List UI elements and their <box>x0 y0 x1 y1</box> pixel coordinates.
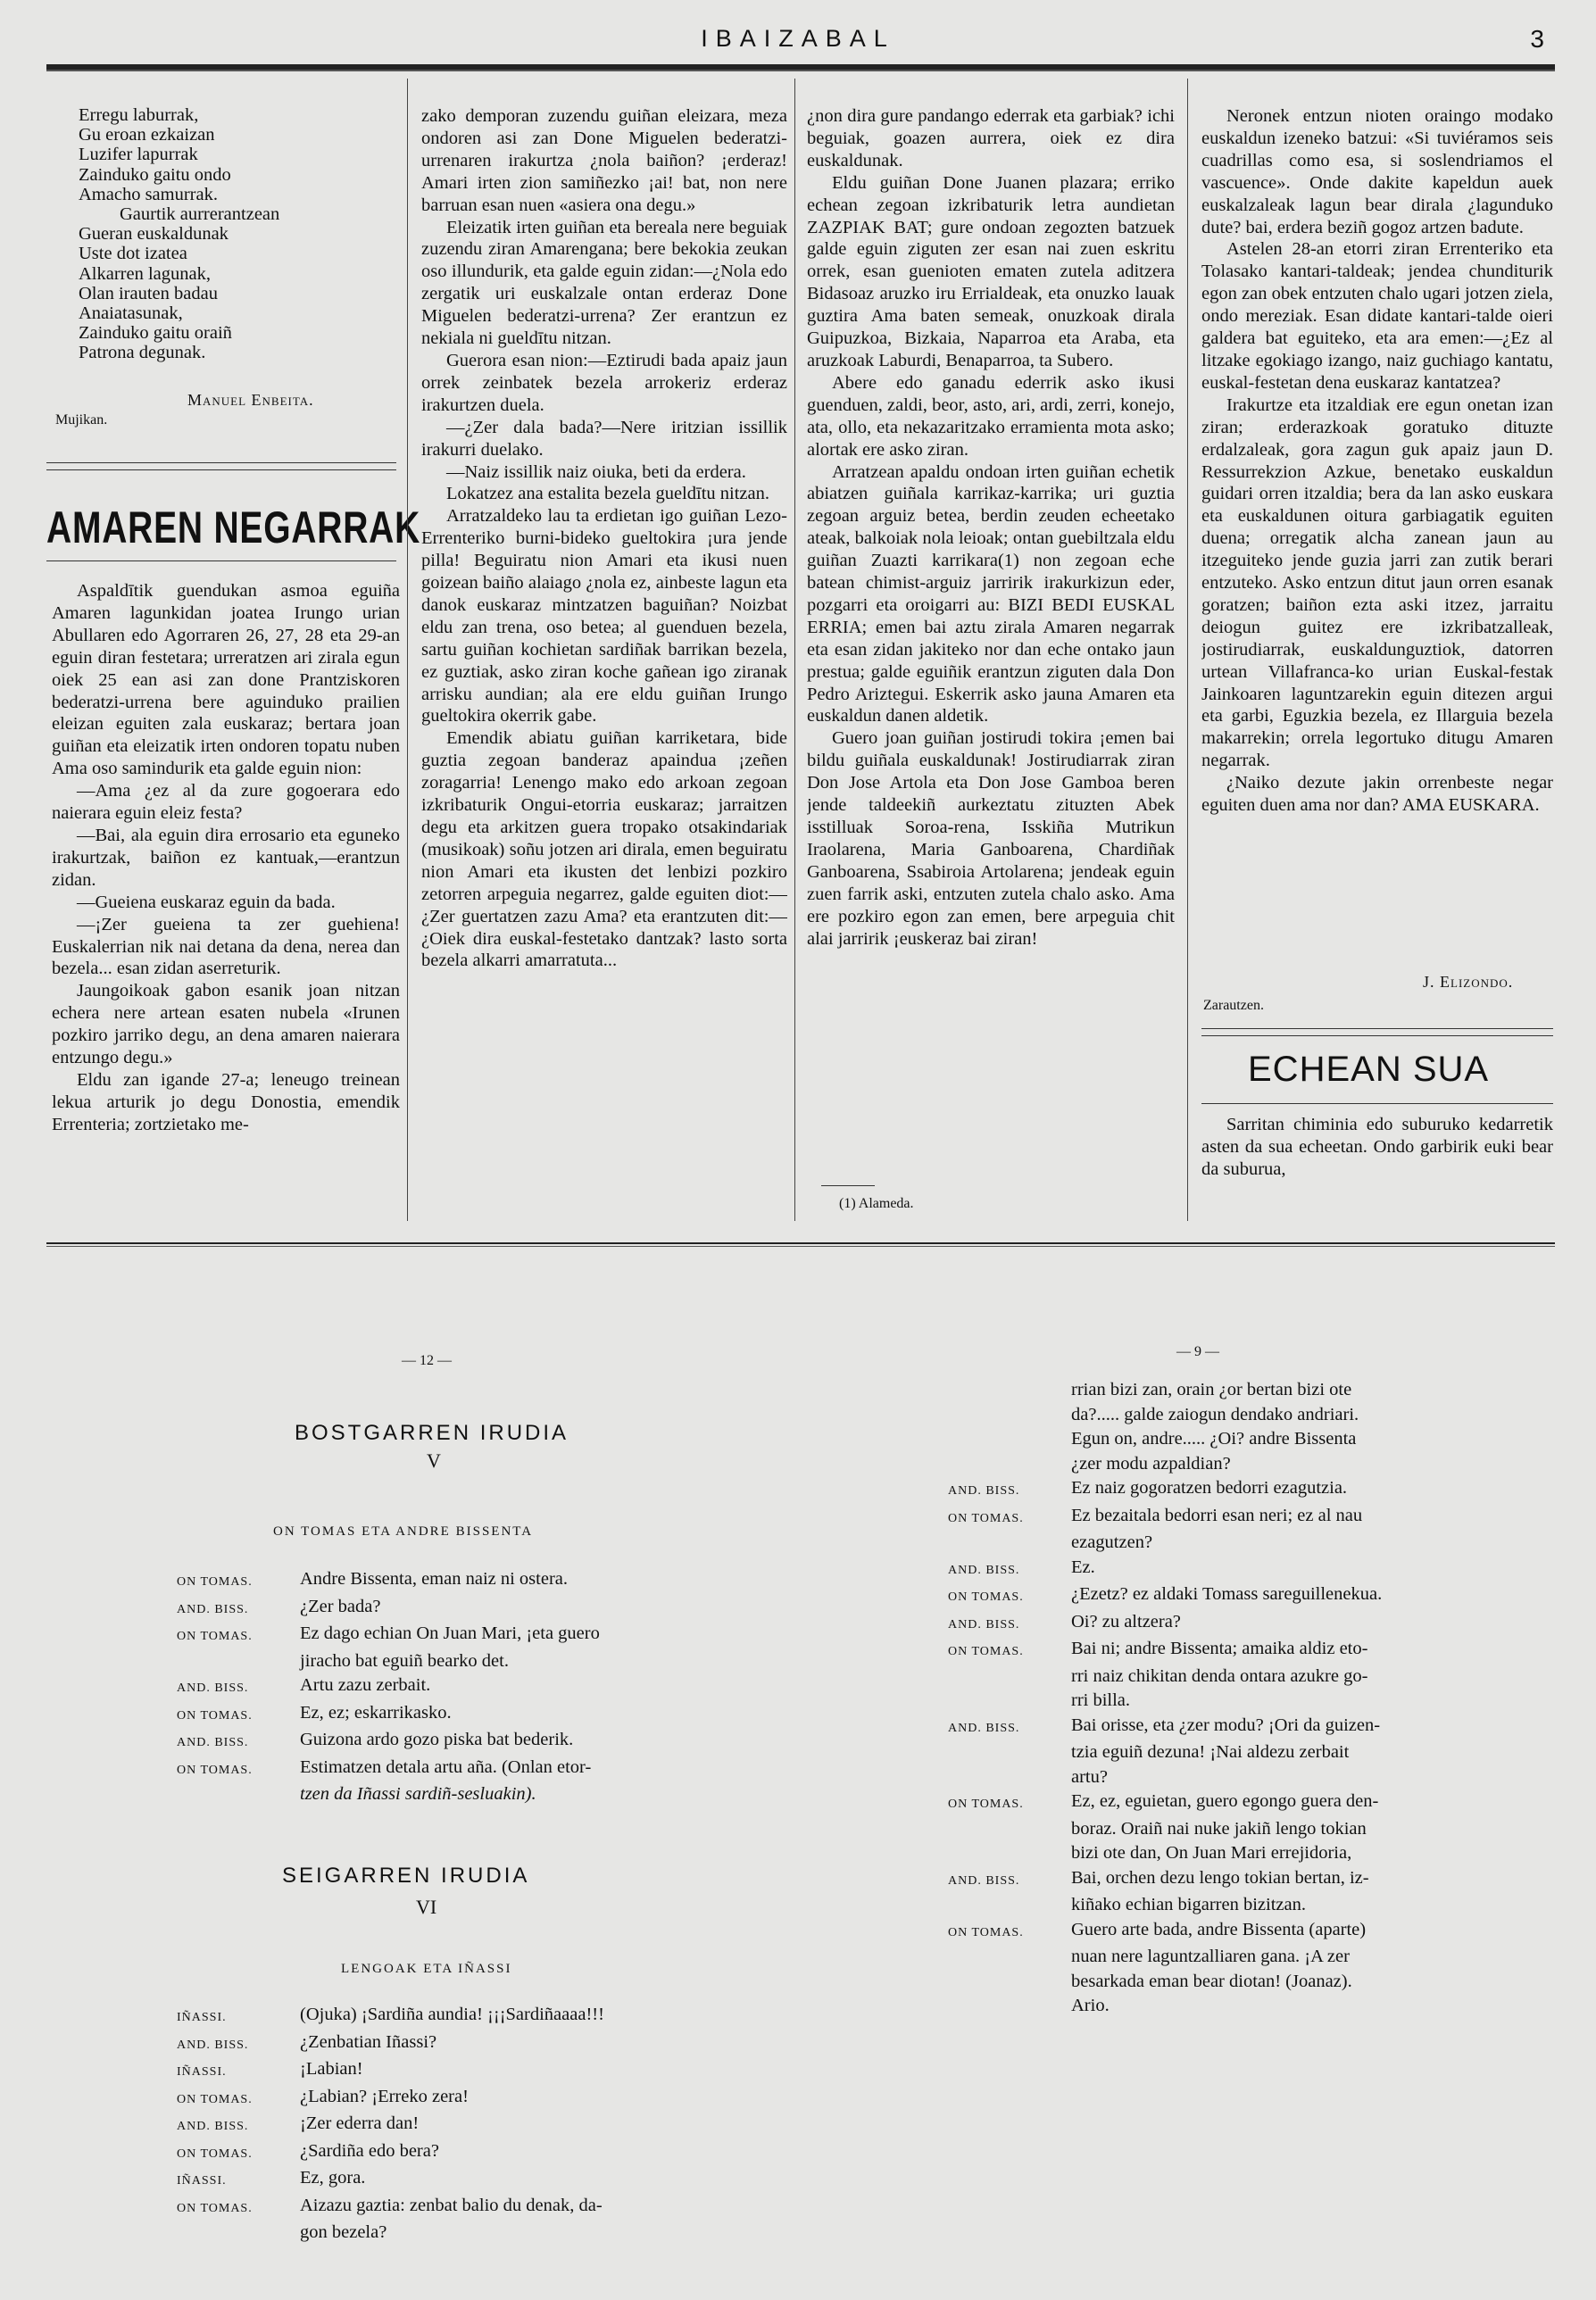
page-number: 3 <box>1530 25 1544 53</box>
dialogue-line: ON TOMAS. Ez dago echian On Juan Mari, ¡eta guero <box>177 1623 600 1643</box>
paragraph: Eldu guiñan Done Juanen plazara; erriko echean zegoan izkribaturik letra aundietan ZAZPIAK BAT; gure ondoan zegozten batzuek galde eguin ziguten zer esan nai zuen eskritu orrek, esan guenioten ematen zutela aditzera Bidasoaz aruzko iru Errialdeak, eta onuzko lauak guztira Ama baten semeak, onuzkoak dirala Guipuzkoa, Bizkaia, Naparroa eta Araba, eta aruzkoak Laburdi, Benaparroa, ta Subero. <box>807 172 1175 370</box>
column-divider <box>1187 79 1188 1221</box>
dialogue-continuation: nuan nere laguntzalliaren gana. ¡A zer <box>1071 1947 1350 1966</box>
paragraph: Arratzean apaldu ondoan irten guiñan echetik abiatzen guiñala karrikaz-karrika; uri guztia zegoan arguiz betea, berdin zeuden echeetako ateak, balkoiak nola leioak; ontan guebiltzala eldu guiñan Zuazti karrikara(1) non zegoan eche batean chimist-arguiz jarririk irakurkizun eder, pozgarri eta oroigarri au: BIZI BEDI EUSKAL ERRIA; emen bai aztu zirala Amaren negarrak eta esan zidan jakiteko nor dan eche ontako jaun prestua; galde eguiñik erantzun ziguten dala Don Pedro Ariztegui. Eskerrik asko jauna Amaren eta euskaldun danen aldetik. <box>807 461 1175 727</box>
dialogue-line: ON TOMAS. Guero arte bada, andre Bissenta (aparte) <box>948 1919 1367 1939</box>
dialogue-continuation: jiracho bat eguiñ bearko det. <box>300 1650 509 1671</box>
dialogue-line: ON TOMAS. ¿Labian? ¡Erreko zera! <box>177 2086 469 2106</box>
paragraph: Arratzaldeko lau ta erdietan igo guiñan Lezo-Errenteriko burni-bideko gueltokira ¡ura jende pilla! Beguiratu nion Amari eta ikusi nuen goizean baiño alaiago ¿nola ez, ainbeste lagun eta danok euskaraz mintzatzen baguiñan? Noizbat eldu zan trena, oso betea; al guenduen bezela, sartu guiñan kochietan sardiñak barrikan bezela, ez guztiak, asko ziran koche gañean igo ziranak arrisku aundian; ala ere eldu guiñan Irungo gueltokira okerrik gabe. <box>421 506 787 727</box>
paragraph: Guero joan guiñan jostirudi tokira ¡emen bai bildu guiñala euskaldunak! Jostirudiarrak ziran Don Jose Artola eta Don Jose Gamboa beren jende taldeekiñ aurkeztatu zituzten Abek isstilluak Soroa-rena, Isskiña Mutrikun Iraolarena, Maria Ganboarena, Chardiñak Ganboarena, Ssabiroia Artolarena; jendeak eguin zuen farrik aski, entzuten zutela chalo asko. Ama ere pozkiro egon zan emen, bere arpeguia chit alai jarririk ¡euskeraz bai ziran! <box>807 728 1175 949</box>
article-headline: AMAREN NEGARRAK <box>46 502 421 552</box>
dialogue-line: IÑASSI. ¡Labian! <box>177 2059 363 2079</box>
poem-line: Gueran euskaldunak <box>79 224 229 245</box>
poem-line: Erregu laburrak, <box>79 105 199 125</box>
poem-line: Gu eroan ezkaizan <box>79 125 215 145</box>
poem-line: Anaiatasunak, <box>79 303 183 324</box>
dialogue-line: ON TOMAS. Aizazu gaztia: zenbat balio du denak, da- <box>177 2195 603 2215</box>
newspaper-title: IBAIZABAL <box>701 25 895 52</box>
dialogue-line: AND. BISS. Ez naiz gogoratzen bedorri ezagutzia. <box>948 1478 1348 1498</box>
article-column-1 <box>52 580 400 1237</box>
dialogue-line: AND. BISS. ¿Zenbatian Iñassi? <box>177 2031 437 2052</box>
paragraph: —¡Zer gueiena ta zer guehiena! Euskalerrian nik nai detana da dena, nerea dan bezela... esan zidan aserreturik. <box>52 914 400 979</box>
poem-line: Patrona degunak. <box>79 343 206 363</box>
dialogue-line: ON TOMAS. Ez, ez; eskarrikasko. <box>177 1702 452 1723</box>
poem-line: Luzifer lapurrak <box>79 145 198 165</box>
scene-5-dialogue <box>177 1567 927 1807</box>
paragraph: ¿non dira gure pandango ederrak eta garbiak? ichi beguiak, goazen aurrera, oiek ez dira euskaldunak. <box>807 106 1175 170</box>
dialogue-line: ON TOMAS. Ez bezaitala bedorri esan neri; ez al nau <box>948 1505 1363 1525</box>
dialogue-line: ON TOMAS. Bai ni; andre Bissenta; amaika aldiz eto- <box>948 1639 1368 1658</box>
footnote-rule <box>821 1185 875 1186</box>
poem-place: Mujikan. <box>55 412 108 428</box>
paragraph: Eleizatik irten guiñan eta bereala nere beguiak zuzendu ziran Amarengana; bere bekokia zeukan oso illundurik, eta galde eguin zidan:—¿Nola edo zergatik uri euskalzale ontan erderaz Done Miguelen bederatzi-urrena? Zer erantzun ez nekiala ni gueldītu nitzan. <box>421 217 787 349</box>
section-rule <box>1201 1028 1553 1029</box>
dialogue-continuation: Egun on, andre..... ¿Oi? andre Bissenta <box>1071 1429 1357 1449</box>
paragraph: —Gueiena euskaraz eguin da bada. <box>77 892 336 912</box>
dialogue-continuation: tzia eguiñ dezuna! ¡Nai aldezu zerbait <box>1071 1742 1350 1762</box>
dialogue-line: AND. BISS. ¿Zer bada? <box>177 1596 381 1616</box>
column-divider <box>794 79 795 1221</box>
right-page-dialogue <box>948 1378 1537 2019</box>
poem-line: Uste dot izatea <box>79 244 187 264</box>
play-page-number-left: — 12 — <box>402 1353 452 1368</box>
dialogue-continuation: boraz. Oraiñ nai nuke jakiñ lengo tokian <box>1071 1818 1367 1839</box>
dialogue-continuation: da?..... galde zaiogun dendako andriari. <box>1071 1404 1359 1424</box>
scene-6-number: VI <box>416 1896 437 1918</box>
article-place: Zarautzen. <box>1203 998 1264 1013</box>
poem-line: Zainduko gaitu ondo <box>79 164 231 185</box>
paragraph: Sarritan chiminia edo suburuko kedarretik asten da sua echeetan. Ondo garbirik euki bear da suburua, <box>1201 1115 1553 1179</box>
article-column-2 <box>421 105 787 1239</box>
poem <box>79 105 400 363</box>
article-column-4 <box>1201 105 1553 962</box>
scene-5-number: V <box>427 1449 441 1472</box>
paragraph: Lokatzez ana estalita bezela gueldītu nitzan. <box>446 484 769 504</box>
paragraph: —Naiz issillik naiz oiuka, beti da erdera. <box>446 461 746 482</box>
headline-rule <box>46 560 396 561</box>
paragraph: Neronek entzun nioten oraingo modako euskaldun izeneko batzui: «Si tuviéramos seis cuadrillas como esa, si soslendriamos el vascuence». Onde dakite kapeldun auek euskalzaleak lagun bear dirala ¿lagunduko dute? bai, erdera beziñ gogoz artzen badute. <box>1201 106 1553 237</box>
dialogue-continuation: ¿zer modu azpaldian? <box>1071 1453 1231 1474</box>
scene-6-cast: LENGOAK ETA IÑASSI <box>341 1962 512 1976</box>
echean-headline: ECHEAN SUA <box>1248 1050 1490 1089</box>
article-author: J. Elizondo. <box>1423 973 1514 991</box>
masthead <box>0 25 1596 61</box>
dialogue-continuation: rri naiz chikitan denda ontara azukre go- <box>1071 1665 1368 1686</box>
dialogue-line: AND. BISS. ¡Zer ederra dan! <box>177 2113 420 2133</box>
column-divider <box>407 79 408 1221</box>
dialogue-line: ON TOMAS. ¿Ezetz? ez aldaki Tomass sareguillenekua. <box>948 1584 1383 1604</box>
headline-rule <box>1201 1103 1553 1104</box>
poem-line: Olan irauten badau <box>79 283 218 303</box>
dialogue-line: IÑASSI. Ez, gora. <box>177 2168 366 2188</box>
dialogue-continuation: gon bezela? <box>300 2222 387 2242</box>
footnote: (1) Alameda. <box>839 1196 914 1211</box>
poem-line: Zainduko gaitu oraiñ <box>79 323 232 344</box>
section-rule <box>46 469 396 470</box>
paragraph: Abere edo ganadu ederrik asko ikusi guenduen, zaldi, beor, asto, ari, ardi, zerri, konejo, ata, ollo, eta nekazaritzako erramienta mota asko; alortak ere asko ziran. <box>807 372 1175 460</box>
poem-line: Amacho samurrak. <box>79 184 218 204</box>
article-column-3 <box>807 105 1175 1201</box>
dialogue-line: ON TOMAS. ¿Sardiña edo bera? <box>177 2140 439 2161</box>
dialogue-line: AND. BISS. Oi? zu altzera? <box>948 1611 1181 1632</box>
dialogue-continuation: kiñako echian bigarren bizitzan. <box>1071 1895 1306 1914</box>
paragraph: ¿Naiko dezute jakin orrenbeste negar eguiten duen ama nor dan? AMA EUSKARA. <box>1201 773 1553 816</box>
dialogue-continuation: besarkada eman bear diotan! (Joanaz). <box>1071 1971 1352 1991</box>
paragraph: Emendik abiatu guiñan karriketara, bide guztia zegoan banderaz apaindua ¡zeñen zoragarria! Lenengo mako edo arkoan zegoan izkribaturik Ongui-etorria euskaraz; jarraitzen degu eta arkitzen guera tropako otsakindariak (musikoak) soñu jotzen ari dirala, emen beguiratu nion Amari eta ikusten det lenbizi pozkiro zetorren arpeguia negarrez, galde eguiten diot:—¿Zer guertatzen zazu Ama? eta erantzuten dit:—¿Oiek dira euskal-festetako dantzak? lasto sorta bezela alkarri amarratuta... <box>421 728 787 971</box>
dialogue-continuation: Ario. <box>1071 1996 1110 2015</box>
paragraph: Irakurtze eta itzaldiak ere egun onetan izan ziran; erderazkoak goratuko dituzte erdalzaleak, gora zagun guk apaiz jaun D. Ressurrekzion Azkue, benetako euskaldun guidari orren itzaldia; bera da lan asko euskara eta euskaldunen oitura garbiagatik eguiten duena; orregatik alcha zanean jaun au itzeguiteko jende guzia jarri zan zutik berari entzuteko. Asko entzun ditut jaun orren esanak goratzen; baiñon ezta aski itzez, jarraitu deiogun guitez ere izkribatzalleak, jostirudiarrak, euskaldunguztiok, datorren urtean Villafranca-ko urian Euskal-festak Jainkoaren laguntzarekin eguin ditezen argui eta garbi, Eguzkia bezela, ez Illarguia bezela makarrekin; orrela legortuko ditugu Amaren negarrak. <box>1201 394 1553 771</box>
paragraph: Guerora esan nion:—Eztirudi bada apaiz jaun orrek zeinbatek bezela arrokeriz erderaz irakurtzen duela. <box>421 350 787 415</box>
paragraph: —Ama ¿ez al da zure gogoerara edo naierara eguin eleiz festa? <box>52 781 400 824</box>
dialogue-line: IÑASSI. (Ojuka) ¡Sardiña aundia! ¡¡¡Sardiñaaaa!!! <box>177 2005 604 2024</box>
scene-6-title: SEIGARREN IRUDIA <box>282 1864 530 1888</box>
paragraph: zako demporan zuzendu guiñan eleizara, meza ondoren asi zan Done Miguelen bederatzi-urrenaren irakurtza ¿nola baiñon? ¡erderaz! Amari irten zion samiñezko ¡ai! bat, non nere barruan esan nuen «asiera ona degu.» <box>421 106 787 215</box>
fold-rule <box>46 1242 1555 1247</box>
paragraph: Jaungoikoak gabon esanik joan nitzan echera nere artean esaten nubela «Irunen pozkiro jarriko degu, an dena amaren naierara entzungo degu.» <box>52 981 400 1068</box>
dialogue-line: AND. BISS. Guizona ardo gozo piska bat bederik. <box>177 1730 574 1749</box>
scene-5-title: BOSTGARREN IRUDIA <box>295 1421 569 1445</box>
dialogue-line: AND. BISS. Bai, orchen dezu lengo tokian bertan, iz- <box>948 1867 1369 1888</box>
poem-author: Manuel Enbeita. <box>187 391 314 409</box>
poem-line: Alkarren lagunak, <box>79 263 211 284</box>
top-rule <box>46 64 1555 71</box>
section-rule <box>46 462 396 463</box>
scene-5-cast: ON TOMAS ETA ANDRE BISSENTA <box>273 1524 534 1539</box>
dialogue-continuation: artu? <box>1071 1766 1108 1787</box>
dialogue-line: ON TOMAS. Ez, ez, eguietan, guero egongo guera den- <box>948 1791 1379 1811</box>
section-rule <box>1201 1035 1553 1036</box>
paragraph: Aspaldītik guendukan asmoa eguiña Amaren lagunkidan joatea Irungo urian Abullaren edo Agorraren 26, 27, 28 eta 29-an eguin diran festetara; urreratzen ari zirala egun oiek 25 ean asi zan done Prantziskoren bederatzi-urrena bere aguinduko prailien eleizan eguiten zala euskaraz; bertara joan guiñan eta eleizatik irten ondoren topatu nuben Ama oso samindurik eta galde eguin nion: <box>52 581 400 779</box>
dialogue-line: AND. BISS. Ez. <box>948 1557 1095 1577</box>
dialogue-line: AND. BISS. Bai orisse, eta ¿zer modu? ¡Ori da guizen- <box>948 1715 1381 1735</box>
dialogue-line: AND. BISS. Artu zazu zerbait. <box>177 1675 431 1695</box>
dialogue-continuation: rrian bizi zan, orain ¿or bertan bizi ote <box>1071 1380 1352 1399</box>
dialogue-continuation: rri billa. <box>1071 1690 1131 1710</box>
paragraph: —Bai, ala eguin dira errosario eta eguneko irakurtzak, baiñon ez kantuak,—erantzun zidan. <box>52 825 400 890</box>
dialogue-continuation: ezagutzen? <box>1071 1532 1153 1552</box>
dialogue-continuation: tzen da Iñassi sardiñ-sesluakin). <box>300 1784 536 1804</box>
paragraph: —¿Zer dala bada?—Nere iritzian issillik irakurri duelako. <box>421 417 787 460</box>
scene-6-dialogue <box>177 2003 927 2246</box>
echean-text <box>1201 1114 1553 1212</box>
dialogue-line: ON TOMAS. Andre Bissenta, eman naiz ni ostera. <box>177 1569 569 1589</box>
paragraph: Eldu zan igande 27-a; leneugo treinean lekua arturik jo degu Donostia, emendik Errenteria; zortzietako me- <box>52 1069 400 1134</box>
dialogue-line: ON TOMAS. Estimatzen detala artu aña. (Onlan etor- <box>177 1756 592 1777</box>
paragraph: Astelen 28-an etorri ziran Errenteriko eta Tolasako kantari-taldeak; jendea chunditurik egon zan obek entzuten chalo ugari jotzen ziela, ondo mereziak. Esan didate kantari-talde oieri galdera bat eguiteko, eta ara emen:—¿Ez al litzake egokiago izango, naiz guchiago kantatu, euskal-festetan dena euskaraz kantatzea? <box>1201 239 1553 393</box>
play-page-number-right: — 9 — <box>1176 1344 1219 1359</box>
poem-line: Gaurtik aurrerantzean <box>120 204 280 225</box>
dialogue-continuation: bizi ote dan, On Juan Mari errejidoria, <box>1071 1843 1352 1863</box>
